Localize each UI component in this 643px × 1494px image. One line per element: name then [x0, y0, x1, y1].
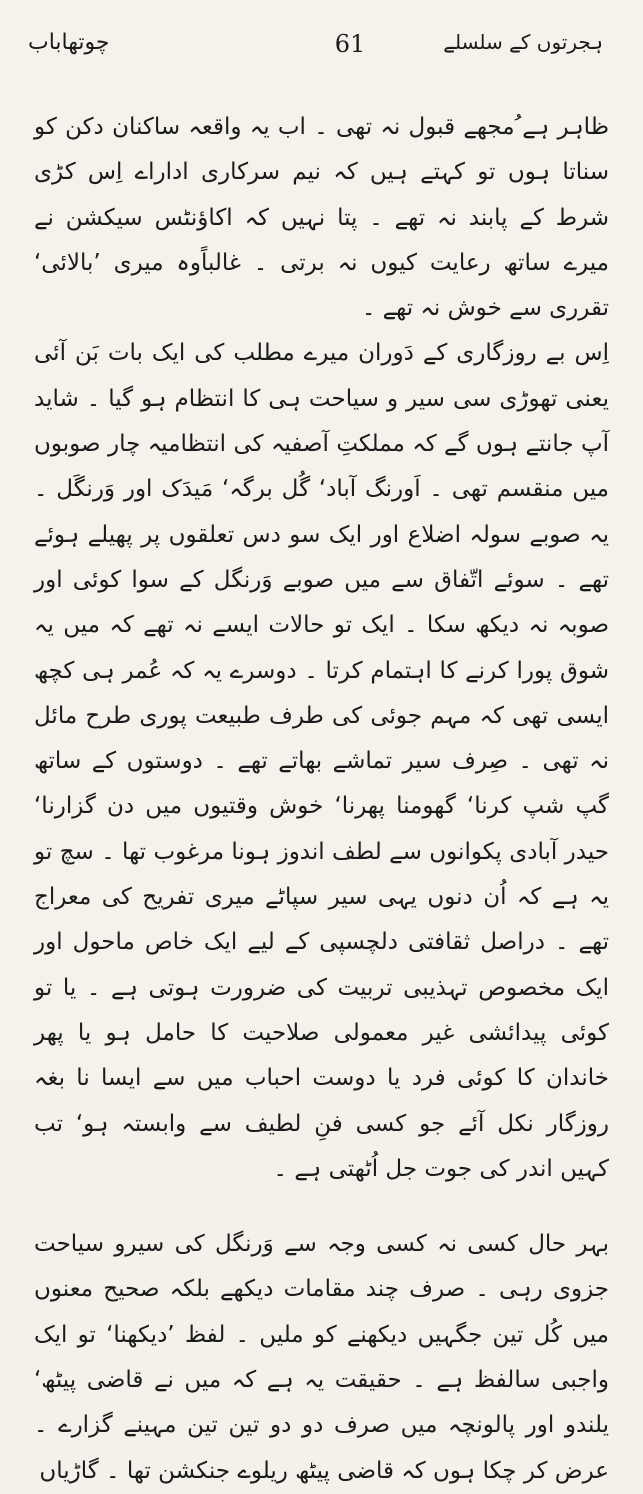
- page-body: [34, 105, 609, 1494]
- paragraph-1: ظاہر ہے ُمجھے قبول نہ تھی ۔ اب یہ واقعہ ساکنان دکن کو سناتا ہوں تو کہتے ہیں کہ نیم سرکاری اداراے اِس کڑی شرط کے پابند نہ تھے ۔ پتا نہیں کہ اکاؤنٹس سیکشن نے میرے ساتھ رعایت کیوں نہ برتی ۔ غالباًوہ میری ’بالائی‘ تقرری سے خوش نہ تھے ۔: [34, 114, 609, 322]
- book-title: ہجرتوں کے سلسلے: [443, 30, 603, 54]
- paragraph-2: اِس بے روزگاری کے دَوران میرے مطلب کی ایک بات بَن آئی یعنی تھوڑی سی سیر و سیاحت ہی کا انتظام ہو گیا ۔ شاید آپ جانتے ہوں گے کہ مملکتِ آصفیہ کی انتظامیہ چار صوبوں میں منقسم تھی ۔ اَورنگ آباد‘ گُل برگہ‘ مَیدَک اور وَرنگَل ۔ یہ صوبے سولہ اضلاع اور ایک سو دس تعلقوں پر پھیلے ہوئے تھے ۔ سوئے اتّفاق سے میں صوبے وَرنگل کے سوا کوئی اور صوبہ نہ دیکھ سکا ۔ ایک تو حالات ایسے نہ تھے کہ میں یہ شوق پورا کرنے کا اہتمام کرتا ۔ دوسرے یہ کہ عُمر ہی کچھ ایسی تھی کہ مہم جوئی کی طرف طبیعت پوری طرح مائل نہ تھی ۔ صِرف سیر تماشے بھاتے تھے ۔ دوستوں کے ساتھ گپ شپ کرنا‘ گھومنا پھرنا‘ خوش وقتیوں میں دن گزارنا‘ حیدر آبادی پکوانوں سے لطف اندوز ہونا مرغوب تھا ۔ سچ تو یہ ہے کہ اُن دنوں یہی سیر سپاٹے میری تفریح کی معراج تھے ۔ دراصل ثقافتی دلچسپی کے لیے ایک خاص ماحول اور ایک مخصوص تہذیبی تربیت کی ضرورت ہوتی ہے ۔ یا تو کوئی پیدائشی غیر معمولی صلاحیت کا حامل ہو یا پھر خاندان کا کوئی فرد یا دوست احباب میں سے ایسا نا بغہ روزگار نکل آئے جو کسی فنِ لطیف سے وابستہ ہو‘ تب کہیں اندر کی جوت جل اُٹھتی ہے ۔: [34, 340, 609, 1182]
- paragraph-gap: [34, 1192, 609, 1222]
- page-number: 61: [334, 30, 366, 58]
- page-header: [28, 30, 603, 70]
- chapter-title: چوتھاباب: [28, 30, 110, 55]
- paragraph-3: بہر حال کسی نہ کسی وجہ سے وَرنگل کی سیرو سیاحت جزوی رہی ۔ صرف چند مقامات دیکھے بلکہ صحیح معنوں میں کُل تین جگہیں دیکھنے کو ملیں ۔ لفظ ’دیکھنا‘ تو ایک واجبی سالفظ ہے ۔ حقیقت یہ ہے کہ میں نے قاضی پیٹھ‘ یلندو اور پالونچہ میں صرف دو دو تین تین مہینے گزارے ۔ عرض کر چکا ہوں کہ قاضی پیٹھ ریلوے جنکشن تھا ۔ گاڑیاں: [34, 1231, 609, 1484]
